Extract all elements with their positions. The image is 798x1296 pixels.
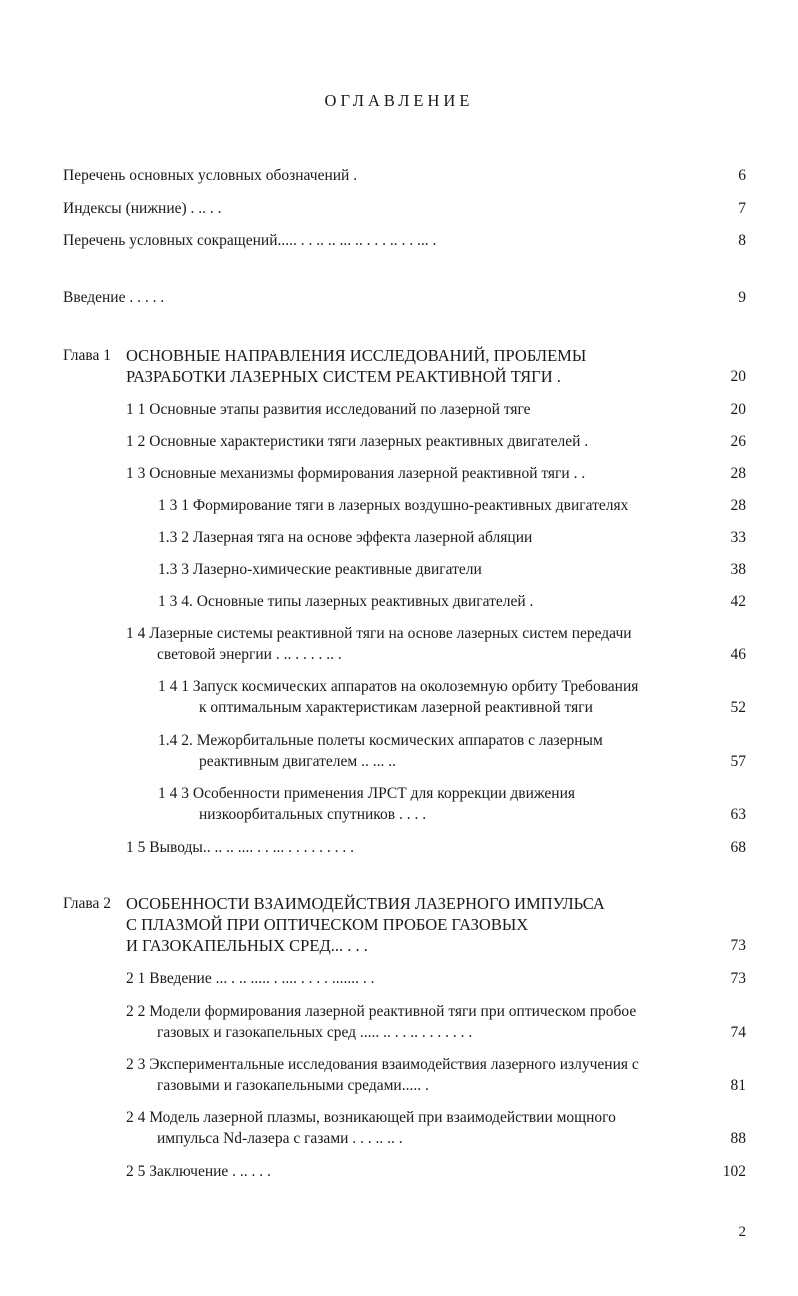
chapter-title	[126, 893, 605, 956]
toc-entry-text: Перечень условных сокращений..... . . .. .. ... .. . . . .. . . ... .	[63, 232, 437, 249]
toc-section-text: реактивным двигателем .. ... ..	[199, 753, 396, 770]
toc-section-text: 1.4 2. Межорбитальные полеты космических аппаратов с лазерным	[158, 732, 603, 749]
toc-section-text: 2 3 Экспериментальные исследования взаимодействия лазерного излучения с	[126, 1056, 639, 1073]
toc-page-number: 33	[730, 529, 746, 546]
toc-section-text: 2 4 Модель лазерной плазмы, возникающей при взаимодействии мощного	[126, 1109, 616, 1126]
chapter-title-line: И ГАЗОКАПЕЛЬНЫХ СРЕД... . . .	[126, 936, 368, 955]
toc-page-number: 28	[730, 465, 746, 482]
toc-section-text: 1.3 2 Лазерная тяга на основе эффекта лазерной абляции	[158, 529, 533, 546]
toc-subsection	[158, 783, 575, 825]
toc-section	[126, 837, 354, 858]
toc-section	[126, 1107, 616, 1149]
toc-entry-text: Введение . . . . .	[63, 289, 165, 306]
chapter-title-line: С ПЛАЗМОЙ ПРИ ОПТИЧЕСКОМ ПРОБОЕ ГАЗОВЫХ	[126, 915, 529, 934]
chapter-title-line: РАЗРАБОТКИ ЛАЗЕРНЫХ СИСТЕМ РЕАКТИВНОЙ ТЯГИ .	[126, 367, 561, 386]
chapter-title-line: ОСОБЕННОСТИ ВЗАИМОДЕЙСТВИЯ ЛАЗЕРНОГО ИМПУЛЬСА	[126, 894, 605, 913]
toc-section	[126, 1161, 271, 1182]
toc-entry-abbreviations-list	[63, 165, 357, 186]
toc-section-text: низкоорбитальных спутников . . . .	[199, 806, 427, 823]
toc-page-number: 81	[730, 1077, 746, 1094]
chapter-title	[126, 345, 586, 387]
toc-section-text: 2 5 Заключение . .. . . .	[126, 1163, 271, 1180]
toc-section	[126, 399, 531, 420]
toc-subsection	[158, 676, 638, 718]
toc-page-number: 63	[730, 806, 746, 823]
toc-section	[126, 1054, 639, 1096]
toc-subsection	[158, 730, 603, 772]
toc-entry-abbreviations	[63, 230, 436, 251]
toc-page-number: 73	[730, 970, 746, 987]
toc-entry-text: Перечень основных условных обозначений .	[63, 167, 358, 184]
toc-page-number: 73	[730, 937, 746, 954]
toc-section-text: 1 1 Основные этапы развития исследований по лазерной тяге	[126, 401, 531, 418]
toc-section-text: 1 4 3 Особенности применения ЛРСТ для коррекции движения	[158, 785, 576, 802]
toc-section-text: 2 2 Модели формирования лазерной реактивной тяги при оптическом пробое	[126, 1003, 637, 1020]
toc-subsection	[158, 495, 628, 516]
toc-page-number: 26	[730, 433, 746, 450]
toc-section-text: к оптимальным характеристикам лазерной реактивной тяги	[199, 699, 593, 716]
toc-page-number: 57	[730, 753, 746, 770]
chapter-title-line: ОСНОВНЫЕ НАПРАВЛЕНИЯ ИССЛЕДОВАНИЙ, ПРОБЛЕМЫ	[126, 346, 587, 365]
toc-page-number: 46	[730, 646, 746, 663]
toc-page-number: 42	[730, 593, 746, 610]
toc-page-number: 74	[730, 1024, 746, 1041]
toc-section-text: 1 4 1 Запуск космических аппаратов на околоземную орбиту Требования	[158, 678, 639, 695]
toc-subsection	[158, 527, 532, 548]
toc-page-number: 88	[730, 1130, 746, 1147]
toc-subsection	[158, 591, 533, 612]
toc-entry-text: Индексы (нижние) . .. . .	[63, 200, 222, 217]
toc-page-number: 28	[730, 497, 746, 514]
chapter-label: Глава 1	[63, 347, 112, 364]
toc-section-text: 1 3 Основные механизмы формирования лазерной реактивной тяги . .	[126, 465, 586, 482]
toc-section-text: 1 3 1 Формирование тяги в лазерных воздушно-реактивных двигателях	[158, 497, 629, 514]
page-number: 2	[738, 1224, 746, 1240]
toc-title: ОГЛАВЛЕНИЕ	[324, 91, 474, 110]
toc-section-text: световой энергии . .. . . . . .. .	[157, 646, 342, 663]
toc-page-number: 7	[738, 200, 746, 217]
toc-entry-indices	[63, 198, 222, 219]
toc-entry-introduction	[63, 287, 164, 308]
toc-page-number: 8	[738, 232, 746, 249]
toc-section-text: 2 1 Введение ... . .. ..... . .... . . . . ....... . .	[126, 970, 375, 987]
toc-section-text: 1 2 Основные характеристики тяги лазерных реактивных двигателей .	[126, 433, 589, 450]
chapter-label: Глава 2	[63, 895, 112, 912]
toc-page-number: 6	[738, 167, 746, 184]
toc-page-number: 20	[730, 401, 746, 418]
toc-section-text: 1 4 Лазерные системы реактивной тяги на основе лазерных систем передачи	[126, 625, 632, 642]
toc-section-text: газовых и газокапельных сред ..... .. . . .. . . . . . . .	[157, 1024, 473, 1041]
toc-page-number: 52	[730, 699, 746, 716]
toc-section-text: 1 3 4. Основные типы лазерных реактивных двигателей .	[158, 593, 534, 610]
toc-subsection	[158, 559, 482, 580]
toc-section-text: газовыми и газокапельными средами..... .	[157, 1077, 429, 1094]
toc-section-text: 1.3 3 Лазерно-химические реактивные двигатели	[158, 561, 482, 578]
toc-section	[126, 431, 588, 452]
toc-section	[126, 968, 374, 989]
toc-page-number: 68	[730, 839, 746, 856]
toc-section	[126, 623, 632, 665]
toc-section	[126, 463, 585, 484]
toc-page-number: 38	[730, 561, 746, 578]
toc-page-number: 102	[722, 1163, 746, 1180]
toc-section	[126, 1001, 636, 1043]
toc-page-number: 9	[738, 289, 746, 306]
toc-page-number: 20	[730, 368, 746, 385]
toc-section-text: импульса Nd-лазера с газами . . . .. .. .	[157, 1130, 403, 1147]
toc-section-text: 1 5 Выводы.. .. .. .... . . ... . . . . . . . . .	[126, 839, 354, 856]
